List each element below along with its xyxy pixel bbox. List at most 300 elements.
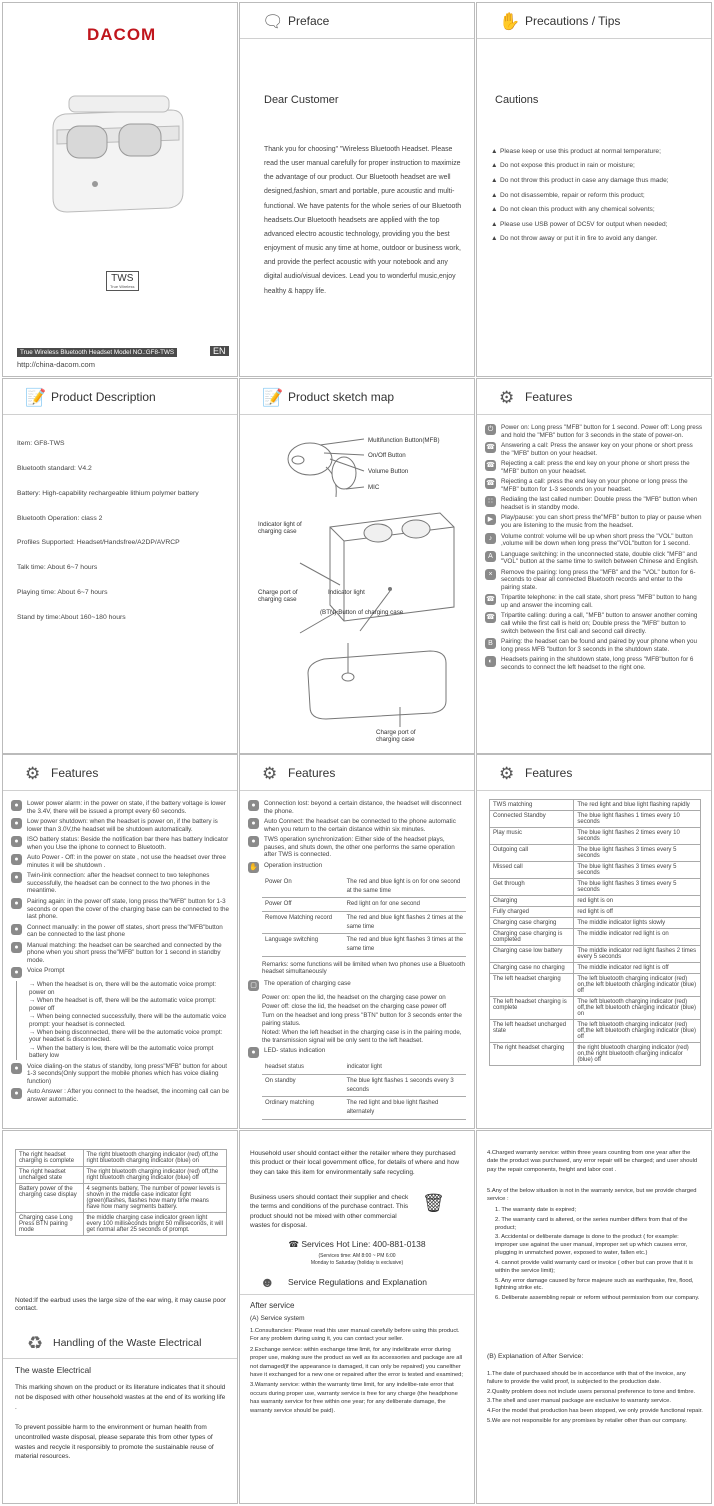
brand-logo: DACOM <box>87 25 157 44</box>
spec-item: Bluetooth standard: V4.2 <box>17 464 92 472</box>
gear-icon: ⚙ <box>499 388 515 407</box>
features-panel-2 <box>2 754 238 1129</box>
table-cell: The left bluetooth charging indicator (red) off,the left bluetooth charging indicator (blue) on <box>574 997 701 1020</box>
waste-text-2: To prevent possible harm to the environment or human health from uncontrolled waste disposal, please separate this from other types of wastes and recycle it responsibly to promote the sustainable reuse of material resources. <box>15 1424 214 1461</box>
feature-icon: ● <box>11 942 22 953</box>
table-cell: The blue light flashes 2 times every 10 seconds <box>574 828 701 845</box>
caution-item <box>491 176 703 186</box>
section-header <box>477 379 711 415</box>
table-cell: the middle charging case indicator green light every 100 milliseconds bright 50 milliseconds, it will get normal after 25 seconds of prompt. <box>83 1213 226 1236</box>
table-cell: The left headset charging <box>490 974 574 997</box>
table-cell: The left bluetooth charging indicator (red) on,the left bluetooth charging indicator (blue) off <box>574 974 701 997</box>
feature-item <box>248 818 466 833</box>
operation-table <box>262 876 466 957</box>
table-cell: headset status <box>262 1061 344 1074</box>
phone-reject-icon: ☎ <box>486 480 495 488</box>
feature-text: Pairing: the headset can be found and paired by your phone when you long press MFB "button for 3 seconds in the shutdown state. <box>501 638 698 653</box>
table-row <box>490 907 701 918</box>
feature-text: Pairing again: in the power off state, long press the"MFB" button for 1-3 seconds or open the cover of the charging base can be connected to the last phone. <box>27 898 229 921</box>
feature-list <box>11 800 229 964</box>
table-cell: The left headset charging is complete <box>490 997 574 1020</box>
keypad-icon: ∷ <box>485 496 496 507</box>
label-mic: MIC <box>368 484 380 491</box>
table-cell: The blue light flashes 3 times every 5 seconds <box>574 845 701 862</box>
label-charge-port-2: Charge port of charging case <box>376 729 416 743</box>
voice-prompt-item: → When the headset is on, there will be the automatic voice prompt: power on <box>29 981 217 996</box>
table-row <box>16 1150 227 1167</box>
table-cell: The red light and blue light flashed alternately <box>344 1097 466 1119</box>
service-item: 2.Exchange service: within exchange time limit, for any indelibrate error during proper use, making sure the product as well as its accessories and package are all not damaged(if the appearance is damaged, it can only be repaired) you canelther have it exchanged for a new one or repaired after the error is tested and examined; <box>250 1346 464 1378</box>
section-title: Features <box>51 766 99 780</box>
section-title: Precautions / Tips <box>525 14 621 28</box>
feature-item <box>485 638 703 653</box>
operation-instruction: ✋ Operation instruction <box>249 861 323 871</box>
power-icon: ⏻ <box>485 424 496 435</box>
warranty-panel <box>476 1130 712 1504</box>
feature-icon: ● <box>248 800 259 811</box>
table-cell: Charging case charging is completed <box>490 929 574 946</box>
section-header <box>477 3 711 39</box>
feature-text: Connection lost: beyond a certain distance, the headset will disconnect the phone. <box>264 800 462 815</box>
service-panel <box>239 1130 475 1504</box>
table-row <box>16 1213 227 1236</box>
service-item: 3.Warranty service: within the warranty time limit, for any indelibe-rate error that occurs during proper use, warranty service is free for any charge (the headphone has warranty service for free within one year; for any deliberate damage, the warranty service should be paid). <box>250 1382 458 1414</box>
feature-item <box>11 1063 229 1086</box>
table-cell: Remove Matching record <box>262 911 344 933</box>
hand-icon: ✋ <box>249 863 258 871</box>
spec-item: Profiles Supported: Headset/Handsfree/A2DP/AVRCP <box>17 539 180 547</box>
feature-item <box>11 818 229 833</box>
table-cell: The middle indicator red light flashes 2 times every 5 seconds <box>574 946 701 963</box>
exclusion-item: 1. The warranty date is expired; <box>495 1207 577 1213</box>
table-cell: The middle indicator red light is on <box>574 929 701 946</box>
feature-list <box>248 800 466 859</box>
exclusion-item: 2. The warranty card is altered, or the series number differs from that of the product; <box>495 1216 688 1231</box>
table-row <box>16 1184 227 1213</box>
gear-icon: ⚙ <box>262 764 278 783</box>
business-text: Business users should contact their supplier and check the terms and conditions of the purchase contract. This product should not be mixed with other commercial wastes for disposal. <box>250 1194 409 1230</box>
explanation-item: 3.The shell and user manual package are exclusive to warranty service. <box>487 1398 671 1405</box>
table-cell: The right bluetooth charging indicator (red) off,the right bluetooth charging indicator (blue) on <box>83 1150 226 1167</box>
after-service-heading: After service <box>250 1301 295 1310</box>
table-cell: Play music <box>490 828 574 845</box>
person-icon: ☻ <box>260 1274 275 1290</box>
table-cell: The right bluetooth charging indicator (red) off,the right bluetooth charging indicator (blue) off <box>83 1167 226 1184</box>
caution-text: Do not disassemble, repair or reform this product; <box>500 191 645 199</box>
feature-text: Tripartite calling: during a call, "MFB" button to answer another coming call while the first call is held on; Double press the "MFB" button to switch between the first call and second call directly. <box>501 612 698 635</box>
table-row <box>262 1097 466 1119</box>
voice-prompt-item: → When being connected successfully, there will be the automatic voice prompt: your headset is connected. <box>29 1013 227 1028</box>
case-line: Power off: close the lid, the headset on the charging case power off <box>262 1002 447 1010</box>
service-days: Monday to Saturday (holiday is exclusive) <box>310 1260 404 1266</box>
phone-reject-icon: ☎ <box>486 462 495 470</box>
not-in-warranty: 5.Any of the below situation is not in the warranty service, but we provide charged service : <box>487 1188 697 1203</box>
cautions-heading: Cautions <box>495 94 539 106</box>
spec-item: Playing time: About 6~7 hours <box>17 589 108 597</box>
feature-item <box>485 424 703 439</box>
case-operation: ▢ The operation of charging case <box>248 980 466 991</box>
feature-item <box>11 1088 229 1103</box>
warning-icon: ▲ <box>491 206 498 214</box>
exclusion-item: 4. cannot provide valid warranty card or invoice ( other but can prove that it is within the service limit); <box>495 1259 693 1274</box>
feature-icon: ● <box>248 818 259 829</box>
feature-item <box>485 594 703 609</box>
exclusion-item: 6. Deliberate assembling repair or reform without permission from our company. <box>495 1295 700 1302</box>
explanation-item: 4.For the model that production has been stopped, we only provide functional repair. <box>487 1408 703 1415</box>
hand-icon: ✋ <box>499 12 521 31</box>
tripartite-icon: ☎ <box>486 614 495 622</box>
feature-text: Rejecting a call: press the end key on your phone or long press the "MFB" button for 1-3 seconds on your headset. <box>501 478 688 493</box>
table-row <box>262 934 466 956</box>
feature-text: TWS operation synchronization: Either side of the headset plays, pauses, and shuts down, the other one performs the same operation after TWS is connected. <box>264 836 455 859</box>
feature-text: Lower power alarm: in the power on state, if the battery voltage is lower the 3.4V, there will be issued a prompt every 60 seconds. <box>27 800 226 815</box>
feature-item <box>11 924 229 939</box>
feature-icon: ● <box>11 898 22 909</box>
table-cell: Charging case no charging <box>490 963 574 974</box>
product-description-panel <box>2 378 238 754</box>
table-cell: Connected Standby <box>490 811 574 828</box>
website-url: http://china-dacom.com <box>17 360 95 369</box>
table-cell: Charging case Long Press BTN pairing mode <box>16 1213 84 1236</box>
table-cell: Charging <box>490 896 574 907</box>
indicator-table-continued <box>15 1149 227 1236</box>
warning-icon: ▲ <box>491 147 498 155</box>
section-header <box>240 379 474 415</box>
features-panel-1 <box>476 378 712 754</box>
table-cell: The red and blue light flashes 3 times at the same time <box>344 934 466 956</box>
table-row <box>490 896 701 907</box>
feature-text: ISO battery status: Beside the notification bar there has battery Indicator when you Use the iphone to connect to Bluetooth. <box>27 836 229 851</box>
feature-list <box>485 424 703 674</box>
table-cell: 4 segments battery, The number of power levels is shown in the middle case indicator light (green)flashes, flashes how many time means have how many segments battery. <box>83 1184 226 1213</box>
table-row <box>16 1167 227 1184</box>
microphone-icon: ● <box>11 967 22 978</box>
caution-item <box>491 161 703 171</box>
table-row <box>490 918 701 929</box>
caution-item <box>491 205 703 215</box>
table-cell: Language switching <box>262 934 344 956</box>
charged-warranty: 4.Charged warranty service: within three years counting from one year after the date the product was purchased, any error repair will be charged; and user should pay the repair components, freight and labor cost . <box>487 1150 698 1173</box>
feature-text: Language switching: in the unconnected state, double click "MFB" and "VOL" button at the same time to switch between Chinese and English. <box>501 550 699 566</box>
gear-icon: ⚙ <box>499 764 515 783</box>
feature-item <box>11 872 229 895</box>
service-title: Service Regulations and Explanation <box>288 1277 427 1287</box>
feature-text: Voice dialing-on the status of standby, long press"MFB" button for about 1-3 seconds(Only support the mobile phones which has voice dialing function) <box>27 1062 228 1085</box>
table-cell: Battery power of the charging case display <box>16 1184 84 1213</box>
feature-list-tail <box>11 1063 229 1104</box>
voice-prompt-item: → When the battery is low, there will be the automatic voice prompt battery low <box>29 1044 214 1060</box>
table-cell: Missed call <box>490 862 574 879</box>
noted-text: Noted:If the earbud uses the large size of the ear wing, it may cause poor contact. <box>15 1297 227 1313</box>
table-cell: The left headset uncharged state <box>490 1020 574 1043</box>
warning-icon: ▲ <box>491 191 498 199</box>
exclusion-list <box>495 1207 703 1305</box>
feature-icon: ● <box>11 872 22 883</box>
table-cell: Get through <box>490 879 574 896</box>
table-row <box>490 811 701 828</box>
feature-text: Remove the pairing: long press the "MFB" and the "VOL" button for 6-seconds to clear all connected Bluetooth records and enter to the pairing state. <box>501 568 696 591</box>
feature-text: Power on: Long press "MFB" button for 1 second. Power off: Long press and hold the "MFB" button for 3 seconds in the state of power-on. <box>501 424 703 439</box>
table-cell: Charging case low battery <box>490 946 574 963</box>
table-row <box>490 879 701 896</box>
table-cell: The blue light flashes 3 times every 5 seconds <box>574 879 701 896</box>
feature-item <box>11 942 229 965</box>
feature-item <box>485 569 703 592</box>
table-cell: Fully charged <box>490 907 574 918</box>
led-icon: ● <box>248 1047 259 1058</box>
waste-header <box>3 1329 237 1359</box>
section-title: Features <box>288 766 336 780</box>
feature-icon: ● <box>11 818 22 829</box>
case-line: Turn on the headset and long press "BTN" button for 3 seconds enter the pairing status. <box>262 1012 462 1027</box>
table-cell: indicator light <box>344 1061 466 1074</box>
explanation-list <box>487 1371 703 1428</box>
indicator-table <box>489 799 701 1066</box>
voice-prompt-item: → When being disconnected, there will be the automatic voice prompt: your headset is disconnected. <box>29 1029 223 1044</box>
preface-text: Thank you for choosing" "Wireless Bluetooth Headset. Please read the user manual carefully for proper instruction to maximize the advantage of our product. Our Bluetooth headset are well designed,fashion, smart and portable, pure acoustic and multi-functional. We have patents for the whole series of our Bluetooth headsets.Our Bluetooth headsets are applied with the top advanced electro acoustic technology, providing you the best enjoyment of music any time at home, outdoor or business work, and provide the perfect acoustic with your notebook and any digital audio/visual devices. Lead you to wonderful music,enjoy healthy & happy life. <box>264 145 462 295</box>
feature-text: Low power shutdown: when the headset is power on, if the battery is lower than 3.0V,the headset will be shutdown automatically. <box>27 818 218 833</box>
waste-title: Handling of the Waste Electrical <box>53 1337 202 1349</box>
table-cell: Red light on for one second <box>344 898 466 912</box>
table-row <box>262 876 466 898</box>
feature-item <box>485 656 703 671</box>
hotline: ☎ Services Hot Line: 400-881-0138 <box>288 1239 426 1249</box>
volume-icon: ♪ <box>485 533 496 544</box>
section-title: Features <box>525 766 573 780</box>
caution-text: Please keep or use this product at normal temperature; <box>500 147 661 155</box>
spec-item: Item: GF8-TWS <box>17 440 65 447</box>
led-status: ● LED- status indication <box>248 1047 466 1058</box>
feature-text: Volume control: volume will be up when short press the "VOL" button ,volume will be down when long press the"VOL"button for 1 second. <box>501 532 693 548</box>
preface-panel <box>239 2 475 377</box>
feature-icon: ● <box>248 836 259 847</box>
feature-text: Tripartite telephone: in the call state, short press "MFB" button to hang up and answer the incoming call. <box>501 594 697 609</box>
table-row <box>490 828 701 845</box>
section-header <box>477 755 711 791</box>
case-icon: ▢ <box>248 980 259 991</box>
table-row <box>490 997 701 1020</box>
tripartite-icon: ☎ <box>486 596 495 604</box>
caution-item <box>491 191 703 201</box>
warning-icon: ▲ <box>491 162 498 170</box>
feature-text: Twin-link connection: after the headset connect to two telephones successfully, the headset can be connect to the two phones in the meantime. <box>27 872 210 895</box>
case-line: Power on: open the lid, the headset on the charging case power on <box>262 993 446 1001</box>
feature-item <box>11 800 229 815</box>
warning-icon: ▲ <box>491 235 498 243</box>
gear-icon: ⚙ <box>25 764 41 783</box>
feature-text: Answering a call: Press the answer key on your phone or short press the "MFB" button on your headset. <box>501 442 693 457</box>
caution-list <box>491 147 703 244</box>
document-icon: 📝 <box>25 388 47 407</box>
section-title: Preface <box>288 14 330 28</box>
feature-text: Redialing the last called number: Double press the "MFB" button when headset is in standby mode. <box>501 496 698 511</box>
model-bar: True Wireless Bluetooth Headset Model NO.:GF8-TWS <box>17 348 177 357</box>
section-header <box>3 755 237 791</box>
caution-item <box>491 234 703 244</box>
headset-pair-icon: ◐ <box>485 656 496 667</box>
precautions-panel <box>476 2 712 377</box>
label-onoff: On/Off Button <box>368 452 406 459</box>
lang-badge: EN <box>210 346 229 356</box>
feature-item <box>485 460 703 475</box>
crossed-bin-icon: 🗑 <box>422 1193 445 1213</box>
feature-item <box>11 836 229 851</box>
caution-item <box>491 147 703 157</box>
bluetooth-icon: B <box>485 638 496 649</box>
explanation-item: 2.Quality problem does not include users personal preference to tone and timbre. <box>487 1388 696 1395</box>
caution-text: Please use USB power of DC5V for output when needed; <box>500 220 668 228</box>
table-row <box>490 800 701 811</box>
table-row <box>490 845 701 862</box>
table-cell: The red and blue light is on for one second at the same time <box>344 876 466 898</box>
exclusion-item: 5. Any error damage caused by force majeure such as earthquake, fire, flood, lightning strike etc. <box>495 1277 694 1292</box>
feature-text: Auto Connect: the headset can be connected to the phone automatic when you return to the certain distance within six minutes. <box>264 818 456 833</box>
features-panel-3 <box>239 754 475 1129</box>
feature-item <box>485 478 703 493</box>
play-pause-icon: ▶ <box>485 514 496 525</box>
service-header <box>240 1271 474 1295</box>
caution-text: Do not clean this product with any chemical solvents; <box>500 206 655 214</box>
feature-text: Rejecting a call: press the end key on your phone or short press the "MFB" button on your headset. <box>501 460 690 475</box>
speech-bubble-icon: 🗨 <box>262 12 284 31</box>
service-items <box>250 1327 466 1417</box>
label-btn: (BTN) Button of charging case <box>320 609 404 616</box>
recycle-icon: ♻ <box>27 1333 44 1353</box>
label-charge-port: Charge port of charging case <box>258 589 298 603</box>
feature-item <box>485 533 703 548</box>
caution-text: Do not expose this product in rain or moisture; <box>500 162 635 170</box>
unpair-icon: × <box>485 569 496 580</box>
table-row <box>490 974 701 997</box>
feature-item <box>485 551 703 566</box>
table-row <box>490 1043 701 1066</box>
table-cell: The right headset charging is complete <box>16 1150 84 1167</box>
feature-item <box>11 854 229 869</box>
table-cell: The right headset charging <box>490 1043 574 1066</box>
product-image <box>43 88 193 233</box>
feature-icon: ● <box>11 924 22 935</box>
phone-answer-icon: ☎ <box>486 444 495 452</box>
table-row <box>262 1074 466 1096</box>
table-cell: Power Off <box>262 898 344 912</box>
label-indicator: Indicator light <box>328 589 365 596</box>
household-text: Household user should contact either the retailer where they purchased this product or their local government office, for details of where and how they can take this item for environmentally safe recycling. <box>250 1150 460 1176</box>
feature-text: Auto Power - Off: in the power on state , not use the headset over three minutes it will be shutdown . <box>27 854 227 869</box>
feature-icon: ● <box>11 1088 22 1099</box>
language-icon: A <box>485 551 496 562</box>
features-panel-4 <box>476 754 712 1129</box>
table-cell: The blue light flashes 1 seconds every 3 seconds <box>344 1074 466 1096</box>
feature-text: Manual matching: the headset can be searched and connected by the phone when you short press the"MFB" button for 1 second in standby mode. <box>27 941 222 964</box>
service-item: 1.Consultancies: Please read this user manual carefully before using this product. For any problem during using it, you can contact your seller. <box>250 1328 460 1343</box>
label-volume: Volume Button <box>368 468 409 475</box>
feature-text: Play/pause: you can short press the"MFB" button to play or pause when you are listening to the music from the headset. <box>501 514 702 530</box>
feature-icon: ● <box>11 854 22 865</box>
explanation-item: 1.The date of purchased should be in accordance with that of the invoice, any failure to provide the valid proof, is subjected to the production date. <box>487 1371 686 1385</box>
table-row <box>490 862 701 879</box>
waste-heading: The waste Electrical <box>15 1365 92 1375</box>
remarks: Remarks: some functions will be limited when two phones use a Bluetooth headset simultaneously <box>262 960 465 976</box>
tws-badge: TWS True Wireless <box>106 271 139 291</box>
document-icon: 📝 <box>262 388 284 407</box>
case-operation-list <box>262 994 466 1045</box>
spec-item: Talk time: About 6~7 hours <box>17 564 98 572</box>
feature-item <box>248 836 466 859</box>
table-cell: Outgoing call <box>490 845 574 862</box>
feature-item <box>485 496 703 511</box>
table-cell: The middle indicator lights slowly <box>574 918 701 929</box>
section-title: Product Description <box>51 390 156 404</box>
section-header <box>240 3 474 39</box>
feature-item <box>11 898 229 921</box>
feature-icon: ● <box>11 836 22 847</box>
warning-icon: ▲ <box>491 177 498 185</box>
voice-prompt: ● Voice Prompt <box>11 967 229 978</box>
explanation-item: 5.We are not responsible for any promises by retailer other than our company. <box>487 1418 687 1425</box>
exclusion-item: 3. Accidental or deliberate damage is done to the product ( for example: improper use against the user manual, improper set up which causes error, plugging in unmatched power, exposed to water, fallen etc.) <box>495 1234 688 1257</box>
caution-text: Do not throw away or put it in fire to avoid any danger. <box>500 235 658 243</box>
table-row <box>262 911 466 933</box>
section-title: Features <box>525 390 573 404</box>
table-cell: The middle indicator red light is off <box>574 963 701 974</box>
feature-text: Connect manually: in the power off states, short press the"MFB"button can be connected to the last phone <box>27 923 223 939</box>
table-and-waste-panel <box>2 1130 238 1504</box>
table-cell: The right headset uncharged state <box>16 1167 84 1184</box>
feature-item <box>248 800 466 815</box>
led-table <box>262 1061 466 1119</box>
table-row <box>262 1061 466 1074</box>
feature-item <box>485 514 703 529</box>
caution-text: Do not throw this product in case any damage thus made; <box>500 177 669 185</box>
table-row <box>490 929 701 946</box>
section-header <box>240 755 474 791</box>
table-cell: red light is on <box>574 896 701 907</box>
table-cell: Ordinary matching <box>262 1097 344 1119</box>
table-cell: The red light and blue light flashing rapidly <box>574 800 701 811</box>
service-system: (A) Service system <box>250 1315 305 1322</box>
table-row <box>490 946 701 963</box>
section-header <box>3 379 237 415</box>
table-cell: The red and blue light flashes 2 times at the same time <box>344 911 466 933</box>
spec-item: Stand by time:About 160~180 hours <box>17 613 126 621</box>
label-indicator-case: Indicator light of charging case <box>258 521 302 535</box>
phone-icon: ☎ <box>288 1239 302 1249</box>
spec-item: Bluetooth Operation: class 2 <box>17 514 103 522</box>
table-row <box>490 963 701 974</box>
voice-prompt-item: → When the headset is off, there will be the automatic voice prompt: power off <box>29 997 216 1012</box>
table-row <box>490 1020 701 1043</box>
spec-item: Battery: High-capability rechargeable lithium polymer battery <box>17 489 199 497</box>
feature-item <box>485 442 703 457</box>
table-cell: The left bluetooth charging indicator (red) off,the left bluetooth charging indicator (blue) off <box>574 1020 701 1043</box>
greeting: Dear Customer <box>264 94 339 106</box>
explanation-heading: (B) Explanation of After Service: <box>487 1353 584 1360</box>
feature-icon: ● <box>11 800 22 811</box>
service-hours: (Services time: AM 8:00 ~ PM 6:00 <box>318 1253 396 1259</box>
case-line: Noted: When the left headset in the charging case is in the pairing mode, the transmission signal will be only sent to the left headset. <box>262 1029 462 1044</box>
table-cell: The blue light flashes 1 times every 10 seconds <box>574 811 701 828</box>
sketch-diagram <box>240 415 475 753</box>
warning-icon: ▲ <box>491 220 498 228</box>
sketch-panel <box>239 378 475 754</box>
feature-item <box>485 612 703 635</box>
section-title: Product sketch map <box>288 390 395 404</box>
spec-list <box>17 439 229 638</box>
feature-text: Headsets pairing in the shutdown state, long press "MFB"button for 6 seconds to connect the left headset to the right one. <box>501 656 694 671</box>
voice-prompt-list <box>16 981 229 1059</box>
table-cell: Power On <box>262 876 344 898</box>
feature-text: Auto Answer : After you connect to the headset, the incoming call can be answer automatic. <box>27 1088 229 1103</box>
